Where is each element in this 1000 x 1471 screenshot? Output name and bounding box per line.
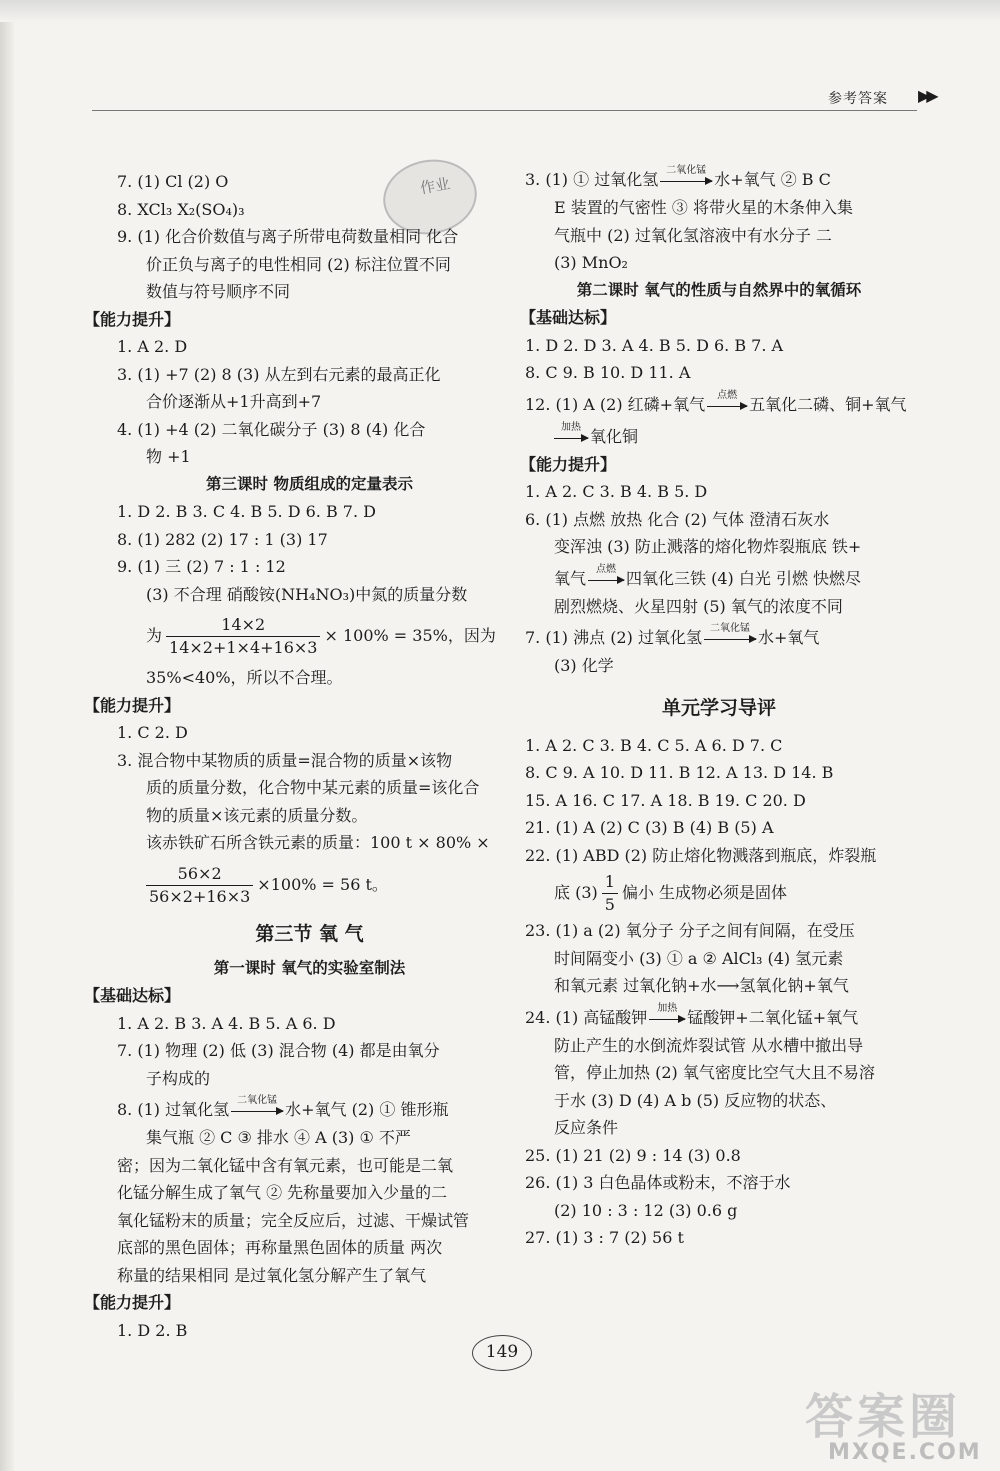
answer-line: 35%<40%，所以不合理。 [146, 668, 343, 687]
lesson-heading: 第三课时 物质组成的定量表示 [206, 474, 413, 493]
reaction-arrow-icon [588, 563, 624, 581]
equation-line [525, 561, 913, 593]
fraction-denominator: 5 [604, 895, 615, 914]
equation-rhs: 水+氧气 [757, 628, 820, 647]
section-tag: 【基础达标】 [84, 986, 181, 1005]
answer-line: 8. C 9. A 10. D 11. B 12. A 13. D 14. B [525, 763, 834, 782]
fraction-suffix: 偏小 生成物必须是固体 [621, 883, 788, 902]
equation-line [117, 1092, 502, 1124]
equation-lhs: 3. (1) ① 过氧化氢 [525, 170, 659, 189]
answer-line: 称量的结果相同 是过氧化氢分解产生了氧气 [117, 1265, 427, 1285]
section-tag: 【能力提升】 [520, 454, 617, 474]
fraction-numerator: 56×2 [146, 863, 253, 886]
answer-line: 1. A 2. D [117, 337, 188, 356]
answer-line: 集气瓶 ② C ③ 排水 ④ A (3) ① 不严 [146, 1128, 411, 1147]
answer-line: 1. A 2. C 3. B 4. B 5. D [525, 482, 708, 501]
equation-rhs: 水+氧气 (2) ① 锥形瓶 [285, 1100, 449, 1119]
reaction-arrow-icon [704, 623, 756, 640]
answer-line: 1. D 2. D 3. A 4. B 5. D 6. B 7. A [525, 335, 784, 355]
fraction-line [117, 608, 502, 664]
answer-line: 氧化锰粉末的质量；完全反应后，过滤、干燥试管 [117, 1210, 470, 1230]
fraction [146, 863, 253, 908]
fraction-numerator: 1 [602, 871, 618, 894]
answer-line: (3) 不合理 硝酸铵(NH₄NO₃)中氮的质量分数 [146, 584, 468, 604]
reaction-arrow-icon [707, 389, 747, 407]
answer-line: (3) MnO₂ [554, 253, 628, 272]
reaction-arrow-icon [554, 421, 588, 439]
fraction-denominator: 14×2+1×4+16×3 [169, 638, 318, 657]
answer-line: 8. XCl₃ X₂(SO₄)₃ [117, 199, 245, 219]
answer-line: 变浑浊 (3) 防止溅落的熔化物炸裂瓶底 铁+ [554, 537, 862, 556]
answer-line: 防止产生的水倒流炸裂试管 从水槽中撤出导 [554, 1035, 864, 1055]
equation-rhs: 氧化铜 [590, 426, 639, 446]
page-spine-shadow [0, 0, 14, 1471]
section-tag: 【基础达标】 [520, 308, 617, 327]
section-heading: 单元学习导评 [661, 696, 776, 719]
answer-line: 剧烈燃烧、火星四射 (5) 氧气的浓度不同 [554, 596, 843, 616]
equation-lhs: 氧气 [554, 568, 587, 588]
answer-line: 7. (1) Cl (2) O [117, 172, 229, 191]
answer-line: 子构成的 [146, 1068, 211, 1088]
answer-line: 合价逐渐从+1升高到+7 [146, 392, 322, 411]
answer-line: 25. (1) 21 (2) 9 : 14 (3) 0.8 [525, 1145, 741, 1165]
answer-line: 9. (1) 三 (2) 7 : 1 : 12 [117, 557, 286, 576]
header-label: 参考答案 [828, 91, 888, 107]
answer-line: 6. (1) 点燃 放热 化合 (2) 气体 澄清石灰水 [525, 509, 830, 529]
fraction-line [525, 869, 913, 917]
reaction-condition: 点燃 [596, 563, 617, 575]
equation-rhs: 水+氧气 ② B C [714, 170, 831, 189]
answer-line: 气瓶中 (2) 过氧化氢溶液中有水分子 二 [554, 225, 832, 245]
watermark-logo: 答案圈 [805, 1389, 962, 1445]
lesson-heading: 第一课时 氧气的实验室制法 [213, 958, 406, 977]
section-tag: 【能力提升】 [84, 309, 181, 329]
fraction [602, 871, 618, 916]
answer-line: 数值与符号顺序不同 [146, 282, 291, 301]
answer-line: 时间隔变小 (3) ① a ② AlCl₃ (4) 氢元素 [554, 948, 844, 968]
left-column [84, 168, 502, 1344]
answer-line: 9. (1) 化合价数值与离子所带电荷数量相同 化合 [117, 227, 459, 246]
reaction-condition: 二氧化锰 [709, 623, 750, 634]
header-arrow-icon: ▶▶ [918, 86, 935, 105]
equation-line [525, 620, 913, 652]
answer-line: 价正负与离子的电性相同 (2) 标注位置不同 [146, 254, 451, 274]
fraction [166, 614, 320, 659]
answer-line: 3. (1) +7 (2) 8 (3) 从左到右元素的最高正化 [117, 364, 441, 384]
answer-line: 1. D 2. B [117, 1320, 188, 1340]
answer-line: 管，停止加热 (2) 氧气密度比空气大且不易溶 [554, 1063, 875, 1082]
answer-line: 底部的黑色固体；再称量黑色固体的质量 两次 [117, 1238, 443, 1257]
reaction-condition: 点燃 [717, 389, 738, 401]
answer-line: 3. 混合物中某物质的质量=混合物的质量×该物 [117, 750, 453, 770]
fraction-prefix: 为 [146, 626, 163, 645]
reaction-condition: 二氧化锰 [666, 165, 707, 176]
header-rule [92, 110, 917, 111]
answer-line: 和氧元素 过氧化钠+水⟶氢氧化钠+氧气 [554, 976, 849, 995]
reaction-arrow-icon [660, 165, 712, 182]
fraction-prefix: 底 (3) [554, 883, 598, 902]
answer-line: 物的质量×该元素的质量分数。 [146, 805, 368, 825]
fraction-line [117, 857, 502, 913]
answer-line: 1. A 2. C 3. B 4. C 5. A 6. D 7. C [525, 735, 783, 755]
answer-line: 27. (1) 3 : 7 (2) 56 t [525, 1228, 684, 1247]
answer-line: 密；因为二氧化锰中含有氧元素，也可能是二氧 [117, 1155, 454, 1175]
section-tag: 【能力提升】 [84, 695, 181, 715]
answer-line: 8. (1) 282 (2) 17 : 1 (3) 17 [117, 529, 328, 549]
equation-rhs: 锰酸钾+二氧化锰+氧气 [687, 1007, 859, 1027]
equation-lhs: 8. (1) 过氧化氢 [117, 1100, 230, 1119]
answer-line: 4. (1) +4 (2) 二氧化碳分子 (3) 8 (4) 化合 [117, 419, 426, 439]
answer-line: E 装置的气密性 ③ 将带火星的木条伸入集 [554, 198, 853, 217]
stamp-text: 作业 [418, 174, 452, 198]
answer-line: (3) 化学 [554, 656, 614, 675]
reaction-condition: 二氧化锰 [237, 1095, 278, 1106]
reaction-arrow-icon [649, 1002, 685, 1020]
answer-line: 于水 (3) D (4) A b (5) 反应物的状态、 [554, 1090, 837, 1110]
answer-line: 23. (1) a (2) 氧分子 分子之间有间隔，在受压 [525, 921, 855, 940]
answer-line: 26. (1) 3 白色晶体或粉末，不溶于水 [525, 1173, 791, 1192]
equation-lhs: 7. (1) 沸点 (2) 过氧化氢 [525, 628, 702, 647]
reaction-condition: 加热 [561, 421, 581, 433]
scan-top-band [0, 0, 1000, 22]
fraction-suffix: × 100% = 35%，因为 [324, 626, 496, 645]
reaction-condition: 加热 [657, 1002, 678, 1014]
answer-line: (2) 10 : 3 : 12 (3) 0.6 g [554, 1200, 738, 1220]
equation-rhs: 四氧化三铁 (4) 白光 引燃 快燃尽 [626, 568, 862, 588]
answer-line: 质的质量分数，化合物中某元素的质量=该化合 [146, 778, 480, 797]
equation-line [525, 387, 913, 419]
fraction-suffix: ×100% = 56 t。 [257, 874, 388, 894]
equation-lhs: 24. (1) 高锰酸钾 [525, 1007, 648, 1027]
equation-rhs: 五氧化二磷、铜+氧气 [749, 394, 907, 414]
answer-line: 22. (1) ABD (2) 防止熔化物溅落到瓶底，炸裂瓶 [525, 845, 877, 865]
reaction-arrow-icon [231, 1095, 283, 1112]
answer-line: 该赤铁矿石所含铁元素的质量：100 t × 80% × [146, 833, 490, 852]
answer-line: 化锰分解生成了氧气 ② 先称量要加入少量的二 [117, 1183, 448, 1202]
answer-line: 1. C 2. D [117, 723, 188, 742]
watermark-site: MXQE.COM [828, 1440, 982, 1465]
fraction-numerator: 14×2 [166, 614, 320, 637]
fraction-denominator: 56×2+16×3 [149, 886, 251, 906]
answer-line: 1. A 2. B 3. A 4. B 5. A 6. D [117, 1013, 336, 1033]
section-heading: 第三节 氧 气 [255, 922, 364, 945]
answer-line: 1. D 2. B 3. C 4. B 5. D 6. B 7. D [117, 502, 376, 521]
answer-line: 21. (1) A (2) C (3) B (4) B (5) A [525, 818, 774, 837]
lesson-heading: 第二课时 氧气的性质与自然界中的氧循环 [576, 280, 862, 299]
section-tag: 【能力提升】 [84, 1293, 181, 1312]
answer-line: 反应条件 [554, 1118, 619, 1137]
equation-lhs: 12. (1) A (2) 红磷+氧气 [525, 394, 706, 414]
equation-line [525, 1000, 913, 1032]
answer-line: 物 +1 [146, 447, 191, 466]
equation-line [525, 419, 913, 451]
answer-line: 7. (1) 物理 (2) 低 (3) 混合物 (4) 都是由氧分 [117, 1041, 440, 1060]
right-column [520, 165, 913, 1252]
answer-line: 15. A 16. C 17. A 18. B 19. C 20. D [525, 790, 806, 810]
equation-line [525, 162, 913, 194]
page-number: 149 [485, 1342, 519, 1362]
answer-line: 8. C 9. B 10. D 11. A [525, 363, 691, 382]
